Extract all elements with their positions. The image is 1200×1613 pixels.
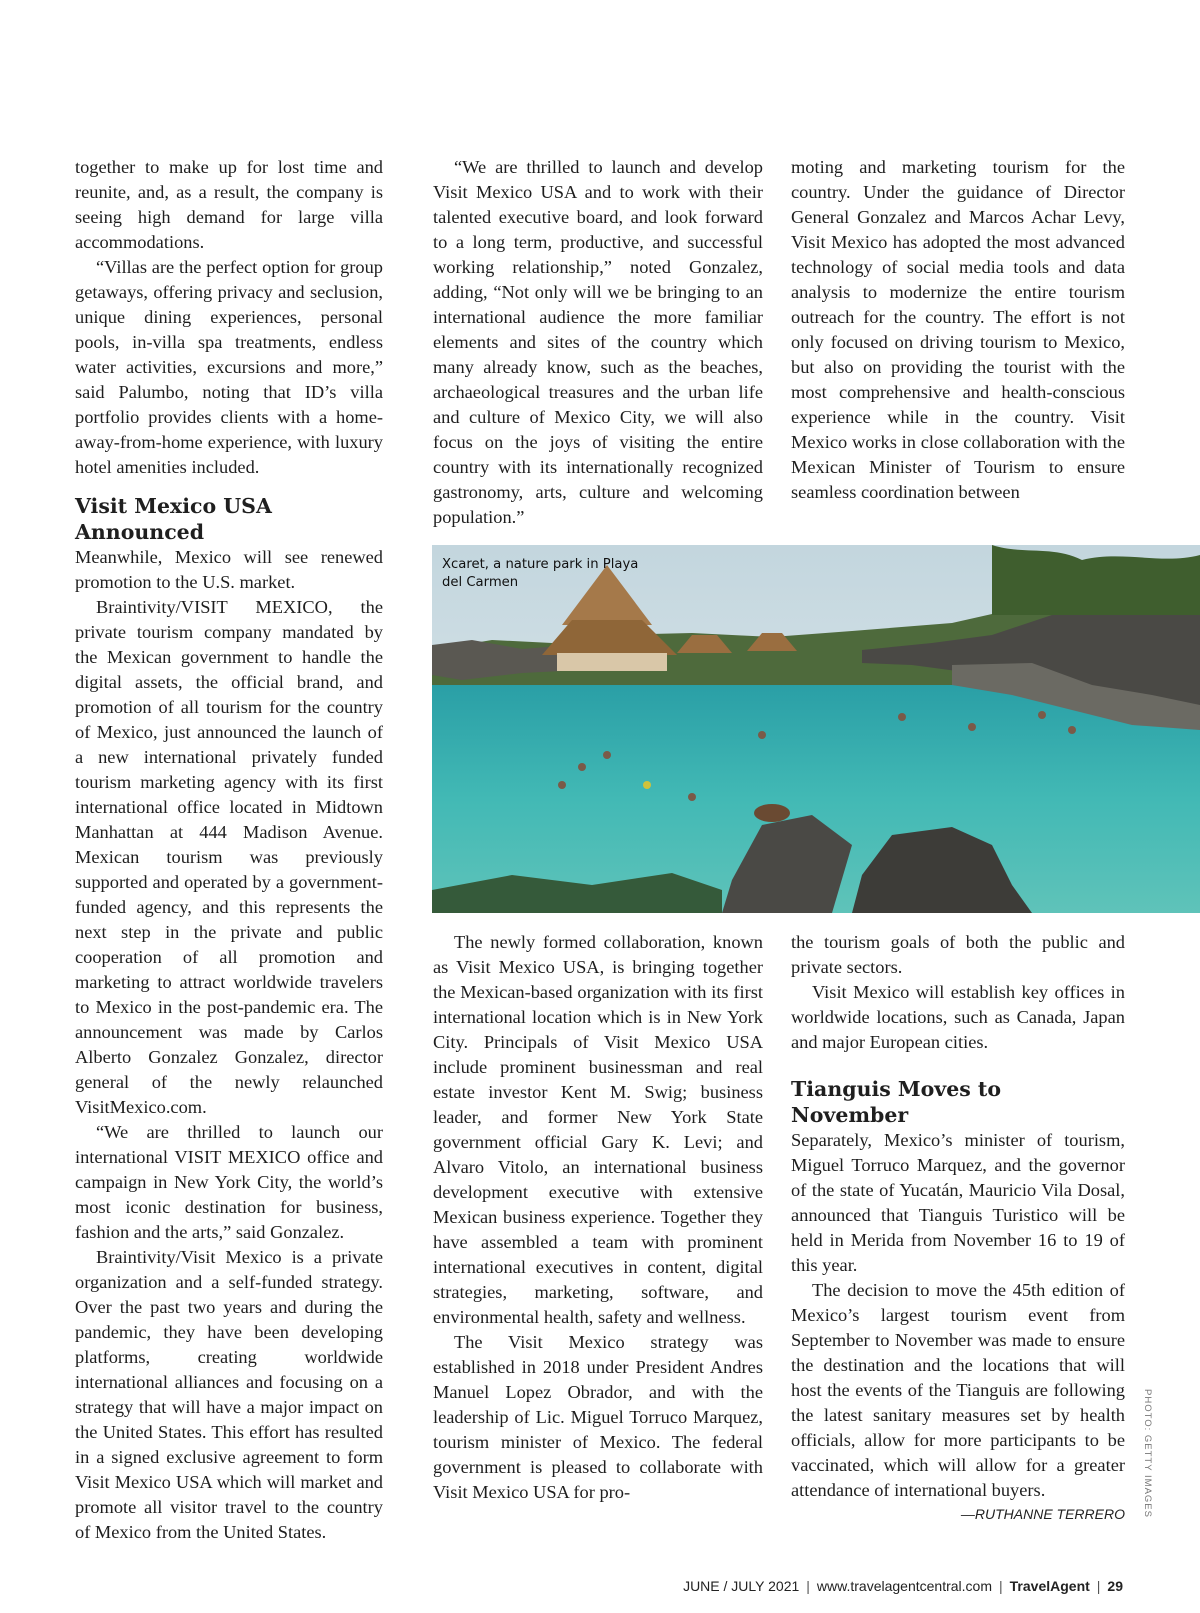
paragraph: Braintivity/VISIT MEXICO, the private tourism company mandated by the Mexican government to handle the digital assets, the official brand, and promotion of all tourism for the country of Mexico, just announced the launch of a new international privately funded tourism marketing agency with its first international office located in Midtown Manhattan at 444 Madison Avenue. Mexican tourism was previously supported and operated by a government-funded agency, and this represents the next step in the private and public cooperation of all promotion and marketing to attract worldwide travelers to Mexico in the post-pandemic era. The announcement was made by Carlos Alberto Gonzalez Gonzalez, director general of the newly relaunched VisitMexico.com. (75, 597, 383, 1117)
paragraph: The Visit Mexico strategy was established in 2018 under President Andres Manuel Lopez Obrador, and with the leadership of Lic. Miguel Torruco Marquez, tourism minister of Mexico. The federal government is pleased to collaborate with Visit Mexico USA for pro- (433, 1332, 763, 1502)
photo-credit-text: PHOTO: GETTY IMAGES (1142, 1389, 1153, 1518)
paragraph: Braintivity/Visit Mexico is a private organization and a self-funded strategy. Over the past two years and during the pandemic, they have been developing platforms, creating worldwide international alliances and focusing on a strategy that will have a major impact on the United States. This effort has resulted in a signed exclusive agreement to form Visit Mexico USA which will market and promote all visitor travel to the country of Mexico from the United States. (75, 1247, 383, 1542)
column-3-bottom (791, 930, 1125, 1525)
swimmer (558, 781, 566, 789)
swimmer (758, 731, 766, 739)
section-heading-visit-mexico-usa: Visit Mexico USA Announced (75, 494, 272, 544)
paragraph: Meanwhile, Mexico will see renewed promotion to the U.S. market. (75, 547, 383, 592)
paragraph: “We are thrilled to launch and develop Visit Mexico USA and to work with their talented executive board, and look forward to a long term, productive, and successful working relationship,” noted Gonzalez, adding, “Not only will we be bringing to an international audience the more familiar elements and sites of the country which many already know, such as the beaches, archaeological treasures and the urban life and culture of Mexico City, we will also focus on the joys of visiting the entire country with its internationally recognized gastronomy, arts, culture and welcoming population.” (433, 157, 763, 527)
swimmer (898, 713, 906, 721)
paragraph: Separately, Mexico’s minister of tourism, Miguel Torruco Marquez, and the governor of the state of Yucatán, Mauricio Vila Dosal, announced that Tianguis Turistico will be held in Merida from November 16 to 19 of this year. (791, 1130, 1125, 1275)
divider: | (1096, 1578, 1101, 1594)
paragraph: the tourism goals of both the public and private sectors. (791, 932, 1125, 977)
divider: | (806, 1578, 810, 1594)
swimmer (578, 763, 586, 771)
paragraph: moting and marketing tourism for the country. Under the guidance of Director General Gonzalez and Marcos Achar Levy, Visit Mexico has adopted the most advanced technology of social media tools and data analysis to modernize the entire tourism outreach for the country. The effort is not only focused on driving tourism to Mexico, but also on providing the tourist with the most comprehensive and health-conscious experience while in the country. Visit Mexico works in close collaboration with the Mexican Minister of Tourism to ensure seamless coordination between (791, 157, 1125, 502)
swimmer (643, 781, 651, 789)
brand-name: TravelAgent (1009, 1578, 1090, 1594)
paragraph: Visit Mexico will establish key offices in worldwide locations, such as Canada, Japan and major European cities. (791, 982, 1125, 1052)
byline: —RUTHANNE TERRERO (960, 1506, 1125, 1522)
palapa-building (557, 653, 667, 671)
xcaret-illustration (432, 545, 1200, 913)
page-number: 29 (1107, 1578, 1123, 1594)
column-2-bottom (433, 930, 763, 1505)
paragraph: The decision to move the 45th edition of Mexico’s largest tourism event from September to November was made to ensure the destination and the locations that will host the events of the Tianguis are following the latest sanitary measures set by health officials, allow for more participants to be vaccinated, which will allow for a greater attendance of international buyers. (791, 1280, 1125, 1500)
section-heading-tianguis: Tianguis Moves to November (791, 1077, 1002, 1127)
photo-caption: Xcaret, a nature park in Playa del Carmen (442, 557, 639, 590)
pelican (754, 804, 790, 822)
spacer (75, 480, 383, 493)
photo-credit (1137, 1389, 1153, 1529)
page-footer (683, 1578, 1123, 1594)
column-2-top (433, 155, 763, 530)
swimmer (688, 793, 696, 801)
swimmer (968, 723, 976, 731)
divider: | (999, 1578, 1003, 1594)
paragraph: “We are thrilled to launch our international VISIT MEXICO office and campaign in New York City, the world’s most iconic destination for business, fashion and the arts,” said Gonzalez. (75, 1122, 383, 1242)
column-1 (75, 155, 383, 1545)
swimmer (1068, 726, 1076, 734)
swimmer (603, 751, 611, 759)
website-link[interactable]: www.travelagentcentral.com (816, 1578, 992, 1594)
spacer (791, 1055, 1125, 1076)
xcaret-photo (432, 545, 1200, 913)
swimmer (1038, 711, 1046, 719)
column-3-top (791, 155, 1125, 505)
issue-date: JUNE / JULY 2021 (683, 1578, 800, 1594)
paragraph: together to make up for lost time and reunite, and, as a result, the company is seeing high demand for large villa accommodations. (75, 157, 383, 252)
paragraph: “Villas are the perfect option for group getaways, offering privacy and seclusion, unique dining experiences, personal pools, in-villa spa treatments, endless water activities, excursions and more,” said Palumbo, noting that ID’s villa portfolio provides clients with a home-away-from-home experience, with luxury hotel amenities included. (75, 257, 383, 477)
paragraph: The newly formed collaboration, known as Visit Mexico USA, is bringing together the Mexican-based organization with its first international location which is in New York City. Principals of Visit Mexico USA include prominent businessman and real estate investor Kent M. Swig; business leader, and former New York State government official Gary K. Levi; and Alvaro Vitolo, an international business development executive with extensive Mexican business experience. Together they have assembled a team with prominent international executives in content, digital strategies, marketing, software, and environmental health, safety and wellness. (433, 932, 763, 1327)
